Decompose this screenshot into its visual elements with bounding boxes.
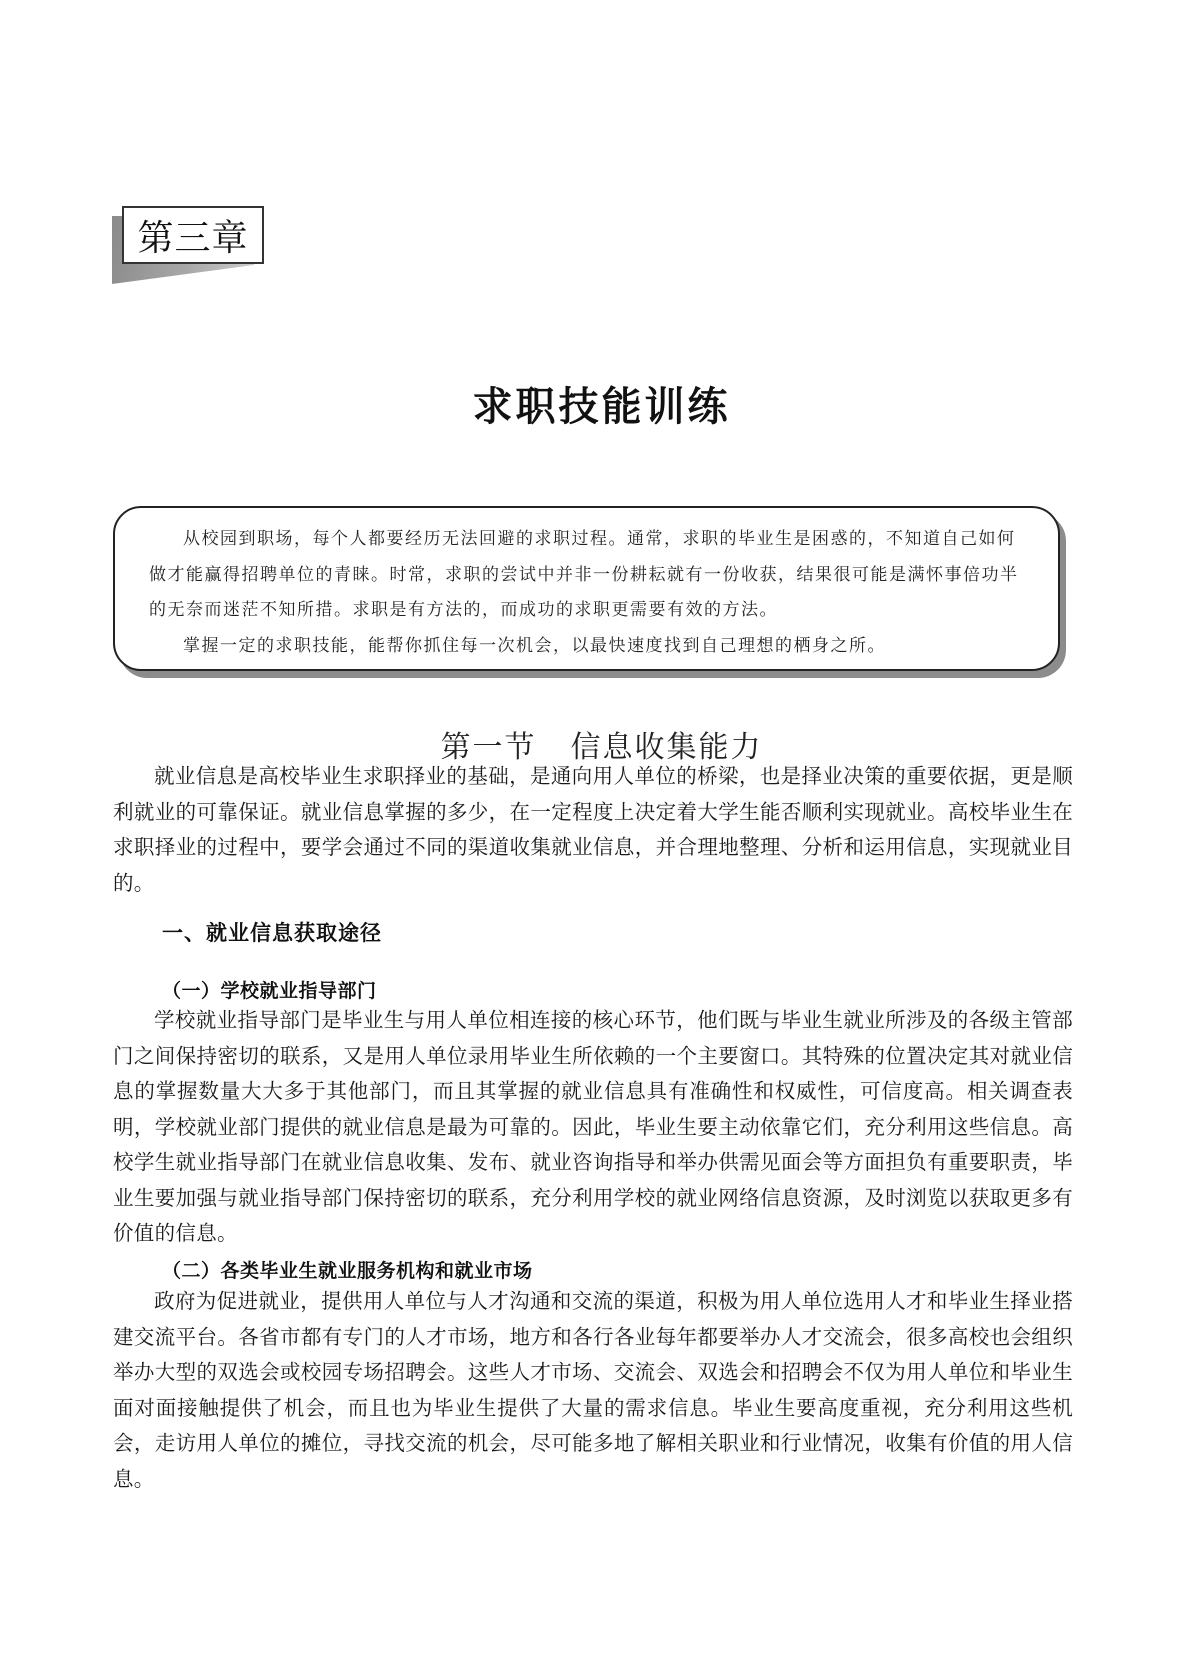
section-name: 信息收集能力	[570, 730, 763, 765]
body-intro-paragraph: 就业信息是高校毕业生求职择业的基础，是通向用人单位的桥梁，也是择业决策的重要依据，更是顺利就业的可靠保证。就业信息掌握的多少，在一定程度上决定着大学生能否顺利实现就业。高校毕业生在求职择业的过程中，要学会通过不同的渠道收集就业信息，并合理地整理、分析和运用信息，实现就业目的。	[113, 764, 1073, 895]
intro-box-content	[113, 506, 1060, 671]
chapter-label: 第三章	[122, 206, 264, 264]
intro-box	[113, 506, 1066, 678]
intro-paragraph-1: 从校园到职场，每个人都要经历无法回避的求职过程。通常，求职的毕业生是困惑的，不知道自己如何做才能赢得招聘单位的青睐。时常，求职的尝试中并非一份耕耘就有一份收获，结果很可能是满怀事倍功半的无奈而迷茫不知所措。求职是有方法的，而成功的求职更需要有效的方法。	[149, 529, 1019, 620]
intro-paragraph-2: 掌握一定的求职技能，能帮你抓住每一次机会，以最快速度找到自己理想的栖身之所。	[183, 635, 886, 656]
subheading-service-agencies: （二）各类毕业生就业服务机构和就业市场	[162, 1260, 533, 1282]
paragraph-school-office: 学校就业指导部门是毕业生与用人单位相连接的核心环节，他们既与毕业生就业所涉及的各级主管部门之间保持密切的联系，又是用人单位录用毕业生所依赖的一个主要窗口。其特殊的位置决定其对就业信息的掌握数量大大多于其他部门，而且其掌握的就业信息具有准确性和权威性，可信度高。相关调查表明，学校就业部门提供的就业信息是最为可靠的。因此，毕业生要主动依靠它们，充分利用这些信息。高校学生就业指导部门在就业信息收集、发布、就业咨询指导和举办供需见面会等方面担负有重要职责，毕业生要加强与就业指导部门保持密切的联系，充分利用学校的就业网络信息资源，及时浏览以获取更多有价值的信息。	[113, 1008, 1073, 1245]
paragraph-service-agencies: 政府为促进就业，提供用人单位与人才沟通和交流的渠道，积极为用人单位选用人才和毕业生择业搭建交流平台。各省市都有专门的人才市场，地方和各行各业每年都要举办人才交流会，很多高校也会组织举办大型的双选会或校园专场招聘会。这些人才市场、交流会、双选会和招聘会不仅为用人单位和毕业生面对面接触提供了机会，而且也为毕业生提供了大量的需求信息。毕业生要高度重视，充分利用这些机会，走访用人单位的摊位，寻找交流的机会，尽可能多地了解相关职业和行业情况，收集有价值的用人信息。	[113, 1289, 1073, 1491]
section-number: 第一节	[440, 730, 537, 765]
chapter-tag	[112, 206, 272, 286]
subheading-school-office: （一）学校就业指导部门	[162, 980, 377, 1002]
heading-info-channels: 一、就业信息获取途径	[162, 921, 382, 945]
chapter-title: 求职技能训练	[472, 384, 731, 430]
